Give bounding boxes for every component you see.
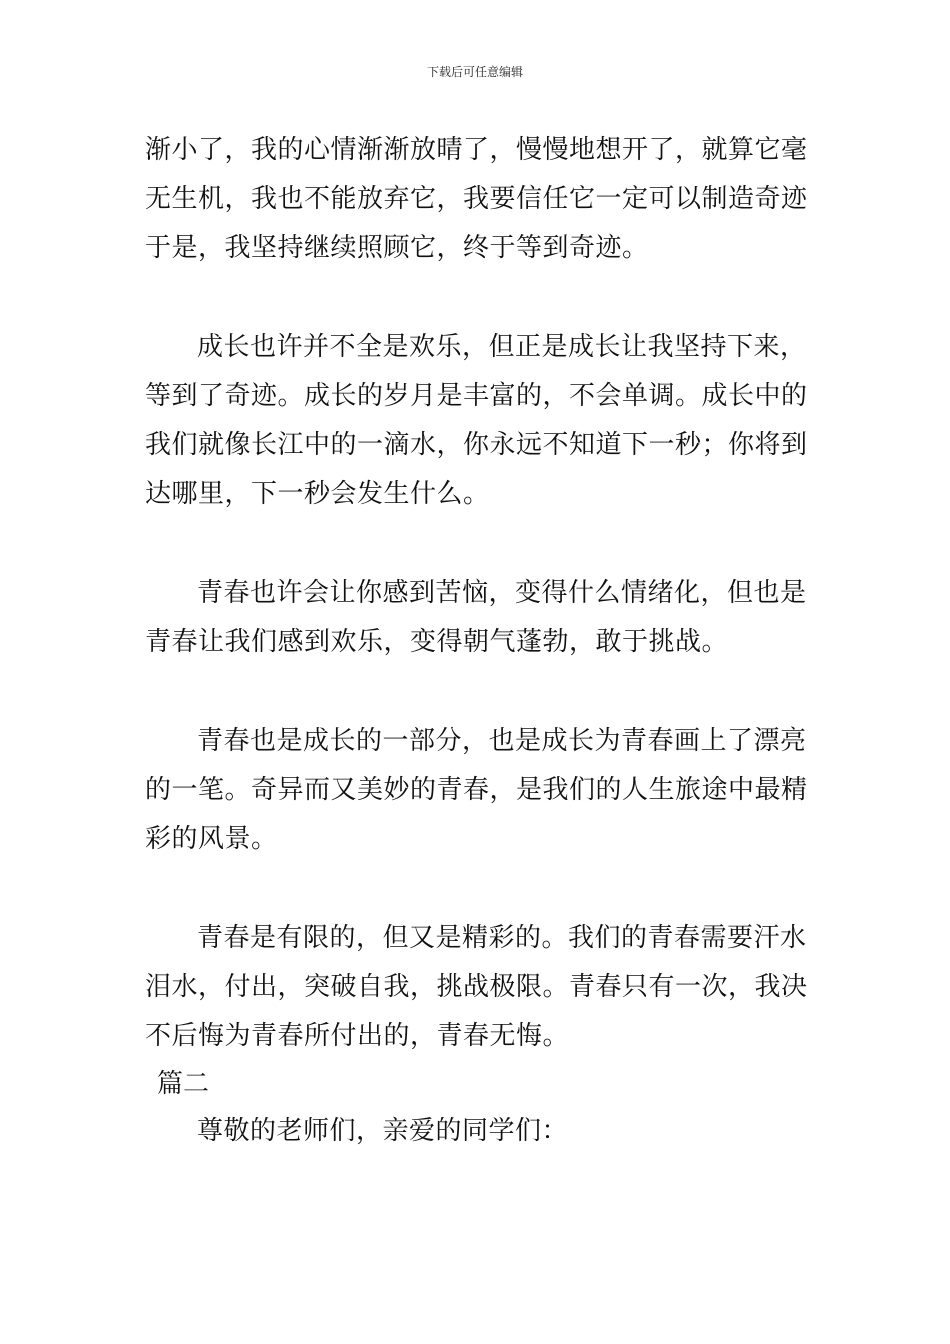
- paragraph-line: 彩的风景。: [145, 824, 278, 854]
- paragraph-spacer: [145, 864, 809, 914]
- section-heading: 篇二: [157, 1069, 210, 1099]
- paragraph-5: [145, 914, 809, 1061]
- paragraph-line: 泪水，付出，突破自我，挑战极限。青春只有一次，我决: [145, 972, 808, 1002]
- paragraph-1: [145, 126, 809, 273]
- paragraph-line: 不后悔为青春所付出的，青春无悔。: [145, 1021, 570, 1051]
- paragraph-spacer: [145, 519, 809, 569]
- paragraph-line: 达哪里，下一秒会发生什么。: [145, 479, 490, 509]
- paragraph-line: 无生机，我也不能放弃它，我要信任它一定可以制造奇迹: [145, 184, 808, 214]
- paragraph-line: 成长也许并不全是欢乐，但正是成长让我坚持下来，: [197, 332, 807, 362]
- paragraph-line: 青春让我们感到欢乐，变得朝气蓬勃，敢于挑战。: [145, 627, 729, 657]
- page-header-note: 下载后可任意编辑: [426, 65, 523, 79]
- paragraph-line: 的一笔。奇异而又美妙的青春，是我们的人生旅途中最精: [145, 775, 808, 805]
- paragraph-line: 渐小了，我的心情渐渐放晴了，慢慢地想开了，就算它毫: [145, 135, 808, 165]
- paragraph-spacer: [145, 273, 809, 323]
- document-body: [145, 126, 809, 1156]
- greeting-line: 尊敬的老师们，亲爱的同学们：: [197, 1116, 569, 1146]
- paragraph-4: [145, 717, 809, 864]
- paragraph-line: 等到了奇迹。成长的岁月是丰富的，不会单调。成长中的: [145, 381, 808, 411]
- paragraph-2: [145, 323, 809, 519]
- paragraph-3: [145, 569, 809, 667]
- paragraph-line: 青春是有限的，但又是精彩的。我们的青春需要汗水: [197, 923, 807, 953]
- paragraph-line: 于是，我坚持继续照顾它，终于等到奇迹。: [145, 233, 649, 263]
- paragraph-line: 青春也是成长的一部分，也是成长为青春画上了漂亮: [197, 726, 807, 756]
- paragraph-spacer: [145, 667, 809, 717]
- paragraph-line: 青春也许会让你感到苦恼，变得什么情绪化，但也是: [197, 578, 807, 608]
- paragraph-line: 我们就像长江中的一滴水，你永远不知道下一秒；你将到: [145, 430, 808, 460]
